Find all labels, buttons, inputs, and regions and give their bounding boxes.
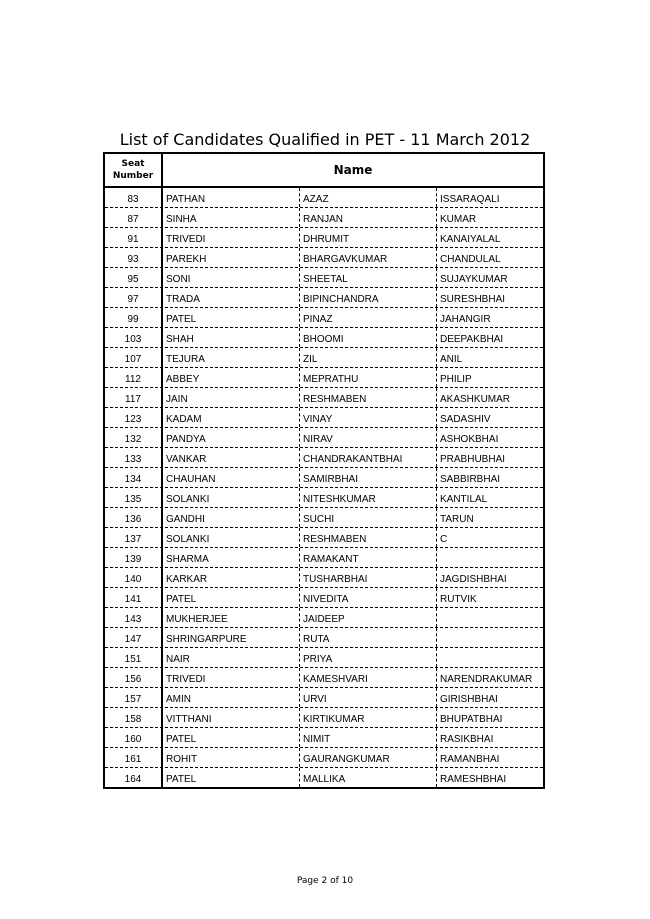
first-name-cell: DHRUMIT [300, 228, 437, 247]
seat-number-cell: 95 [105, 268, 163, 287]
first-name-cell: GAURANGKUMAR [300, 748, 437, 767]
first-name-cell: RUTA [300, 628, 437, 647]
first-name-cell: PRIYA [300, 648, 437, 667]
middle-name-cell: RUTVIK [440, 594, 477, 605]
first-name-cell: BIPINCHANDRA [300, 288, 437, 307]
first-name-cell: SAMIRBHAI [300, 468, 437, 487]
table-row [105, 548, 543, 568]
surname-cell: KADAM [163, 408, 300, 427]
seat-number-cell: 134 [105, 468, 163, 487]
surname-cell: TRIVEDI [163, 668, 300, 687]
middle-name-cell: SADASHIV [440, 414, 491, 425]
seat-number-cell: 83 [105, 188, 163, 207]
middle-name-cell: PRABHUBHAI [440, 454, 506, 465]
surname-cell: SOLANKI [163, 528, 300, 547]
seat-number-header [105, 154, 163, 186]
middle-name-cell: RAMESHBHAI [440, 774, 507, 785]
first-name-cell: SHEETAL [300, 268, 437, 287]
surname-cell: TRADA [163, 288, 300, 307]
first-name-cell: AZAZ [300, 188, 437, 207]
seat-number-cell: 164 [105, 768, 163, 787]
seat-number-cell: 123 [105, 408, 163, 427]
table-row [105, 308, 543, 328]
middle-name-cell: AKASHKUMAR [440, 394, 511, 405]
first-name-cell: NIRAV [300, 428, 437, 447]
seat-header-line2: Number [112, 171, 154, 181]
seat-number-cell: 161 [105, 748, 163, 767]
table-row [105, 248, 543, 268]
seat-header-line1: Seat [121, 159, 145, 169]
table-row [105, 568, 543, 588]
first-name-cell: RESHMABEN [300, 388, 437, 407]
surname-cell: PATEL [163, 308, 300, 327]
surname-cell: ROHIT [163, 748, 300, 767]
table-row [105, 388, 543, 408]
table-row [105, 688, 543, 708]
seat-number-cell: 157 [105, 688, 163, 707]
table-row [105, 728, 543, 748]
table-row [105, 488, 543, 508]
middle-name-cell: SURESHBHAI [440, 294, 506, 305]
surname-cell: SHRINGARPURE [163, 628, 300, 647]
first-name-cell: SUCHI [300, 508, 437, 527]
seat-number-cell: 140 [105, 568, 163, 587]
first-name-cell: NIMIT [300, 728, 437, 747]
first-name-cell: BHOOMI [300, 328, 437, 347]
surname-cell: TEJURA [163, 348, 300, 367]
middle-name-cell: ANIL [440, 354, 463, 365]
seat-number-cell: 143 [105, 608, 163, 627]
table-row [105, 748, 543, 768]
table-row [105, 328, 543, 348]
first-name-cell: JAIDEEP [300, 608, 437, 627]
table-body [105, 188, 543, 787]
page-title: List of Candidates Qualified in PET - 11 March 2012 [119, 130, 531, 149]
middle-name-cell: ISSARAQALI [440, 194, 500, 205]
surname-cell: NAIR [163, 648, 300, 667]
candidates-table [103, 152, 545, 789]
table-row [105, 348, 543, 368]
first-name-cell: MEPRATHU [300, 368, 437, 387]
middle-name-cell: JAGDISHBHAI [440, 574, 507, 585]
middle-name-cell: DEEPAKBHAI [440, 334, 504, 345]
first-name-cell: PINAZ [300, 308, 437, 327]
surname-cell: ABBEY [163, 368, 300, 387]
seat-number-cell: 97 [105, 288, 163, 307]
first-name-cell: ZIL [300, 348, 437, 367]
surname-cell: AMIN [163, 688, 300, 707]
table-row [105, 668, 543, 688]
table-row [105, 768, 543, 787]
seat-number-cell: 135 [105, 488, 163, 507]
middle-name-cell [437, 628, 543, 647]
middle-name-cell: KUMAR [440, 214, 477, 225]
middle-name-cell: PHILIP [440, 374, 472, 385]
first-name-cell: RANJAN [300, 208, 437, 227]
surname-cell: SOLANKI [163, 488, 300, 507]
first-name-cell: TUSHARBHAI [300, 568, 437, 587]
seat-number-cell: 133 [105, 448, 163, 467]
table-row [105, 608, 543, 628]
table-row [105, 468, 543, 488]
table-row [105, 228, 543, 248]
surname-cell: PAREKH [163, 248, 300, 267]
first-name-cell: RAMAKANT [300, 548, 437, 567]
first-name-cell: KAMESHVARI [300, 668, 437, 687]
middle-name-cell: BHUPATBHAI [440, 714, 503, 725]
surname-cell: SHAH [163, 328, 300, 347]
surname-cell: GANDHI [163, 508, 300, 527]
table-row [105, 528, 543, 548]
table-row [105, 268, 543, 288]
middle-name-cell: SABBIRBHAI [440, 474, 501, 485]
table-row [105, 648, 543, 668]
table-row [105, 428, 543, 448]
middle-name-cell: RASIKBHAI [440, 734, 494, 745]
table-row [105, 708, 543, 728]
seat-number-cell: 156 [105, 668, 163, 687]
seat-number-cell: 158 [105, 708, 163, 727]
middle-name-cell: JAHANGIR [440, 314, 491, 325]
surname-cell: CHAUHAN [163, 468, 300, 487]
surname-cell: SONI [163, 268, 300, 287]
seat-number-cell: 160 [105, 728, 163, 747]
middle-name-cell: GIRISHBHAI [440, 694, 498, 705]
first-name-cell: URVI [300, 688, 437, 707]
surname-cell: PATEL [163, 768, 300, 787]
first-name-cell: BHARGAVKUMAR [300, 248, 437, 267]
seat-number-cell: 151 [105, 648, 163, 667]
seat-number-cell: 87 [105, 208, 163, 227]
first-name-cell: NITESHKUMAR [300, 488, 437, 507]
middle-name-cell: TARUN [440, 514, 474, 525]
seat-number-cell: 147 [105, 628, 163, 647]
name-header: Name [333, 163, 373, 177]
surname-cell: PATHAN [163, 188, 300, 207]
middle-name-cell: ASHOKBHAI [440, 434, 499, 445]
table-row [105, 508, 543, 528]
first-name-cell: KIRTIKUMAR [300, 708, 437, 727]
middle-name-cell: C [440, 534, 448, 545]
seat-number-cell: 103 [105, 328, 163, 347]
surname-cell: PATEL [163, 588, 300, 607]
table-header [105, 154, 543, 188]
seat-number-cell: 141 [105, 588, 163, 607]
surname-cell: KARKAR [163, 568, 300, 587]
table-row [105, 288, 543, 308]
surname-cell: MUKHERJEE [163, 608, 300, 627]
seat-number-cell: 99 [105, 308, 163, 327]
first-name-cell: NIVEDITA [300, 588, 437, 607]
seat-number-cell: 117 [105, 388, 163, 407]
middle-name-cell [437, 548, 543, 567]
seat-number-cell: 91 [105, 228, 163, 247]
first-name-cell: VINAY [300, 408, 437, 427]
middle-name-cell: KANTILAL [440, 494, 488, 505]
middle-name-cell: KANAIYALAL [440, 234, 501, 245]
surname-cell: SINHA [163, 208, 300, 227]
seat-number-cell: 132 [105, 428, 163, 447]
middle-name-cell [437, 648, 543, 667]
surname-cell: TRIVEDI [163, 228, 300, 247]
table-row [105, 408, 543, 428]
middle-name-cell: RAMANBHAI [440, 754, 500, 765]
surname-cell: VITTHANI [163, 708, 300, 727]
surname-cell: SHARMA [163, 548, 300, 567]
first-name-cell: MALLIKA [300, 768, 437, 787]
first-name-cell: CHANDRAKANTBHAI [300, 448, 437, 467]
table-row [105, 588, 543, 608]
middle-name-cell: NARENDRAKUMAR [440, 674, 533, 685]
table-row [105, 448, 543, 468]
middle-name-cell: CHANDULAL [440, 254, 501, 265]
middle-name-cell [437, 608, 543, 627]
seat-number-cell: 137 [105, 528, 163, 547]
seat-number-cell: 112 [105, 368, 163, 387]
seat-number-cell: 107 [105, 348, 163, 367]
seat-number-cell: 136 [105, 508, 163, 527]
middle-name-cell: SUJAYKUMAR [440, 274, 508, 285]
table-row [105, 368, 543, 388]
surname-cell: JAIN [163, 388, 300, 407]
table-row [105, 188, 543, 208]
surname-cell: PATEL [163, 728, 300, 747]
table-row [105, 628, 543, 648]
page-footer: Page 2 of 10 [296, 876, 354, 886]
table-row [105, 208, 543, 228]
first-name-cell: RESHMABEN [300, 528, 437, 547]
surname-cell: PANDYA [163, 428, 300, 447]
seat-number-cell: 139 [105, 548, 163, 567]
seat-number-cell: 93 [105, 248, 163, 267]
surname-cell: VANKAR [163, 448, 300, 467]
